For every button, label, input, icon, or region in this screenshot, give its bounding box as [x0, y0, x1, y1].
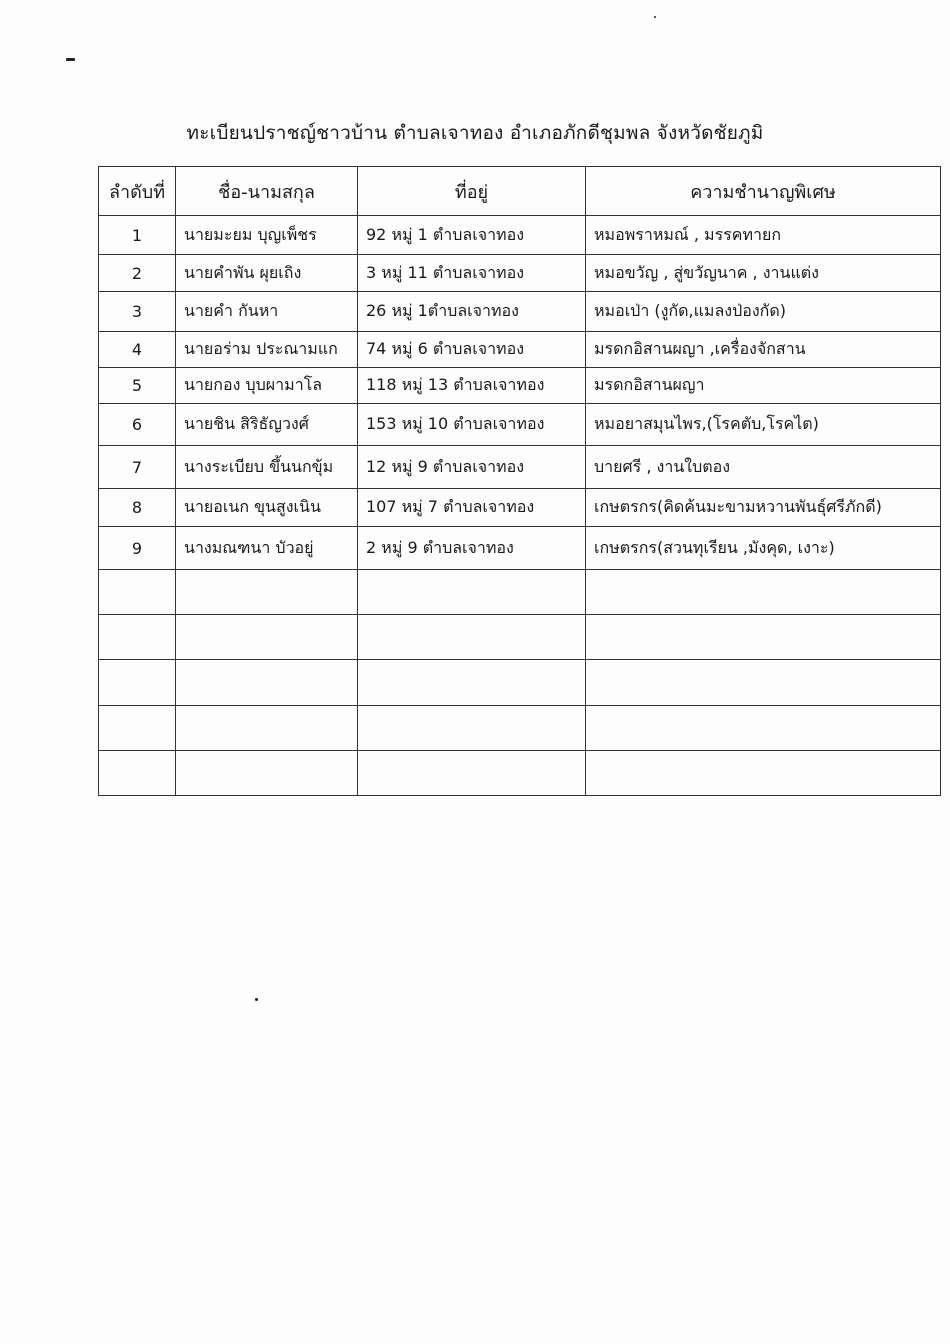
table-row [99, 404, 941, 446]
table-row [99, 368, 941, 404]
cell-expertise: หมอพราหมณ์ , มรรคทายก [586, 216, 941, 255]
page-title: ทะเบียนปราชญ์ชาวบ้าน ตำบลเจาทอง อำเภอภักดีชุมพล จังหวัดชัยภูมิ [186, 122, 764, 144]
cell-expertise: หมอขวัญ , สู่ขวัญนาค , งานแต่ง [586, 255, 941, 292]
header-address: ที่อยู่ [358, 167, 586, 216]
header-expertise: ความชำนาญพิเศษ [586, 167, 941, 216]
cell-expertise: บายศรี , งานใบตอง [586, 446, 941, 489]
cell-no: 5 [99, 368, 176, 404]
empty-cell [358, 660, 586, 706]
cell-name: นางมณฑนา บัวอยู่ [176, 527, 358, 570]
cell-expertise: หมอเป่า (งูกัด,แมลงป่องกัด) [586, 292, 941, 332]
cell-address: 153 หมู่ 10 ตำบลเจาทอง [358, 404, 586, 446]
empty-cell [358, 751, 586, 796]
cell-name: นายคำ กันหา [176, 292, 358, 332]
empty-table-row [99, 615, 941, 660]
cell-address: 3 หมู่ 11 ตำบลเจาทอง [358, 255, 586, 292]
table-row [99, 216, 941, 255]
empty-cell [358, 706, 586, 751]
cell-address: 92 หมู่ 1 ตำบลเจาทอง [358, 216, 586, 255]
cell-name: นายอร่าม ประณามแก [176, 332, 358, 368]
header-no: ลำดับที่ [99, 167, 176, 216]
table-row [99, 292, 941, 332]
empty-cell [586, 660, 941, 706]
empty-cell [176, 660, 358, 706]
cell-address: 107 หมู่ 7 ตำบลเจาทอง [358, 489, 586, 527]
cell-expertise: มรดกอิสานผญา ,เครื่องจักสาน [586, 332, 941, 368]
table-header-row [99, 167, 941, 216]
scan-speck [654, 16, 656, 18]
table-row [99, 332, 941, 368]
cell-address: 12 หมู่ 9 ตำบลเจาทอง [358, 446, 586, 489]
cell-no: 3 [99, 292, 176, 332]
empty-cell [358, 570, 586, 615]
cell-no: 6 [99, 404, 176, 446]
scan-speck [255, 998, 258, 1001]
empty-cell [586, 615, 941, 660]
scan-speck [66, 58, 75, 61]
header-name: ชื่อ-นามสกุล [176, 167, 358, 216]
empty-cell [586, 706, 941, 751]
cell-address: 2 หมู่ 9 ตำบลเจาทอง [358, 527, 586, 570]
cell-name: นายกอง บุบผามาโล [176, 368, 358, 404]
cell-name: นายมะยม บุญเพ็ชร [176, 216, 358, 255]
cell-no: 7 [99, 446, 176, 489]
empty-cell [586, 570, 941, 615]
cell-address: 26 หมู่ 1ตำบลเจาทอง [358, 292, 586, 332]
cell-name: นายชิน สิริธัญวงศ์ [176, 404, 358, 446]
cell-no: 9 [99, 527, 176, 570]
empty-table-row [99, 706, 941, 751]
cell-expertise: หมอยาสมุนไพร,(โรคตับ,โรคไต) [586, 404, 941, 446]
empty-cell [176, 706, 358, 751]
table-row [99, 527, 941, 570]
empty-cell [99, 615, 176, 660]
cell-no: 8 [99, 489, 176, 527]
table-row [99, 489, 941, 527]
empty-table-row [99, 570, 941, 615]
table-row [99, 446, 941, 489]
empty-cell [176, 615, 358, 660]
cell-name: นายคำพัน ผุยเถิง [176, 255, 358, 292]
cell-address: 74 หมู่ 6 ตำบลเจาทอง [358, 332, 586, 368]
empty-cell [586, 751, 941, 796]
empty-cell [99, 570, 176, 615]
cell-expertise: มรดกอิสานผญา [586, 368, 941, 404]
cell-address: 118 หมู่ 13 ตำบลเจาทอง [358, 368, 586, 404]
empty-table-row [99, 751, 941, 796]
empty-cell [99, 660, 176, 706]
empty-cell [176, 570, 358, 615]
cell-expertise: เกษตรกร(คิดค้นมะขามหวานพันธุ์ศรีภักดี) [586, 489, 941, 527]
cell-name: นายอเนก ขุนสูงเนิน [176, 489, 358, 527]
cell-no: 2 [99, 255, 176, 292]
empty-cell [176, 751, 358, 796]
empty-cell [99, 706, 176, 751]
empty-cell [358, 615, 586, 660]
wisdom-registry-table [98, 166, 941, 796]
cell-no: 1 [99, 216, 176, 255]
cell-no: 4 [99, 332, 176, 368]
cell-expertise: เกษตรกร(สวนทุเรียน ,มังคุด, เงาะ) [586, 527, 941, 570]
table-row [99, 255, 941, 292]
empty-cell [99, 751, 176, 796]
cell-name: นางระเบียบ ขึ้นนกขุ้ม [176, 446, 358, 489]
empty-table-row [99, 660, 941, 706]
